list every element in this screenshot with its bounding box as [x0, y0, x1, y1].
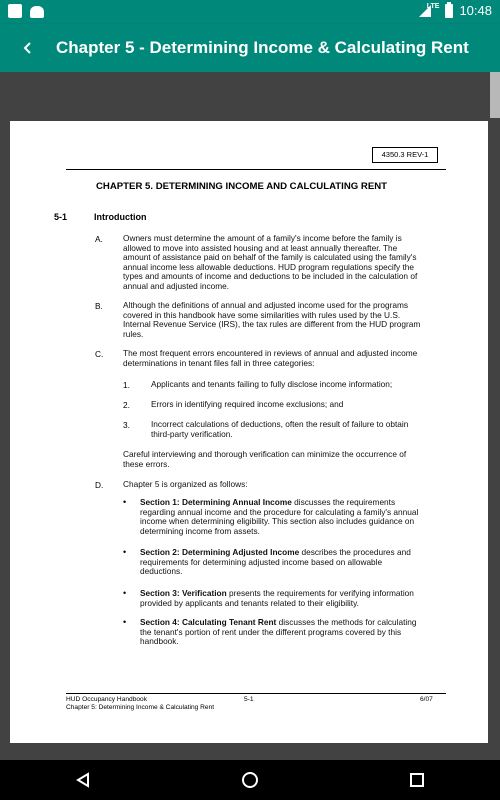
text-line: Internal Revenue Service (IRS), the tax rules are different from the HUD program [123, 319, 421, 330]
text-line: income when determining eligibility. This section also includes guidance on [140, 516, 415, 527]
notification-icon [8, 4, 22, 18]
square-recents-icon [409, 772, 425, 788]
bullet-heading: Section 2: Determining Adjusted Income [140, 547, 300, 557]
android-icon [30, 6, 44, 18]
text-line: discusses the requirements [291, 497, 396, 507]
text-line: these errors. [123, 458, 170, 469]
nav-back-button[interactable] [53, 760, 113, 800]
scrollbar-thumb[interactable] [490, 72, 500, 118]
back-button[interactable] [0, 24, 56, 72]
footer-left [66, 696, 214, 712]
header-rule [66, 169, 446, 170]
footer-rule [66, 693, 446, 694]
text-line: handbook. [140, 636, 179, 647]
text-line: third-party verification. [151, 428, 233, 439]
list-number: 3. [123, 420, 130, 430]
paragraph [123, 301, 420, 339]
circle-home-icon [241, 771, 259, 789]
battery-icon [445, 4, 453, 18]
text-line: requirements for determining adjusted income based on allowable [140, 556, 383, 567]
text-line: annual income less allowable deductions. HUD program regulations specify the [123, 261, 415, 272]
bullet-heading: Section 1: Determining Annual Income [140, 497, 292, 507]
text-line: determining income from assets. [140, 525, 260, 536]
navigation-bar [0, 760, 500, 800]
paragraph [123, 234, 417, 292]
paragraph [123, 349, 417, 368]
text-line: determinations in tenant files fall in three categories: [123, 357, 315, 368]
section-number: 5-1 [54, 212, 68, 222]
text-line: rules. [123, 328, 144, 339]
text-line: Errors in identifying required income exclusions; and [151, 399, 344, 409]
text-line: covered in this handbook have some similarities with rules used by the U.S. [123, 309, 401, 320]
para-letter: A. [95, 234, 103, 244]
chapter-title: CHAPTER 5. DETERMINING INCOME AND CALCULATING RENT [96, 181, 388, 192]
para-letter: B. [95, 301, 103, 311]
nav-home-button[interactable] [220, 760, 280, 800]
text-line: Although the definitions of annual and adjusted income used for the programs [123, 300, 409, 310]
nav-recents-button[interactable] [387, 760, 447, 800]
status-bar [0, 0, 500, 24]
footer-text: HUD Occupancy Handbook [66, 696, 147, 703]
text-line: Applicants and tenants failing to fully disclose income information; [151, 379, 393, 389]
document-page [10, 121, 488, 743]
bullet-icon: • [123, 588, 127, 598]
list-item [151, 420, 408, 439]
list-item [151, 400, 343, 410]
paragraph: Chapter 5 is organized as follows: [123, 479, 248, 489]
text-line: Incorrect calculations of deductions, often the result of failure to obtain [151, 419, 409, 429]
list-number: 1. [123, 380, 130, 390]
text-line: The most frequent errors encountered in reviews of annual and adjusted income [123, 348, 418, 358]
paragraph [123, 450, 406, 469]
bullet-heading: Section 4: Calculating Tenant Rent [140, 617, 277, 627]
page-number: 5-1 [244, 696, 254, 703]
text-line: amount of assistance paid on behalf of the family is calculated using the family's [123, 252, 417, 263]
bullet-heading: Section 3: Verification [140, 588, 227, 598]
bullet-icon: • [123, 497, 127, 507]
text-line: annual and adjusted income. [123, 280, 230, 291]
text-line: discusses the methods for calculating [276, 617, 417, 627]
text-line: types and amounts of income and deductions to be included in the calculation of [123, 271, 418, 282]
list-item [140, 618, 417, 647]
para-letter: C. [95, 349, 104, 359]
para-letter: D. [95, 480, 104, 490]
text-line: describes the procedures and [299, 547, 411, 557]
text-line: deductions. [140, 566, 183, 577]
text-line: the tenant's portion of rent under the different programs covered by this [140, 626, 402, 637]
clock: 10:48 [459, 3, 492, 18]
list-item [140, 548, 411, 577]
list-number: 2. [123, 400, 130, 410]
section-title: Introduction [94, 212, 147, 222]
page-title: Chapter 5 - Determining Income & Calculating Rent [56, 38, 469, 57]
text-line: allowed to move into assisted housing and at least annually thereafter. The [123, 242, 398, 253]
bullet-icon: • [123, 547, 127, 557]
document-viewer[interactable] [0, 72, 500, 760]
chevron-left-icon [21, 41, 35, 55]
list-item [151, 380, 392, 390]
list-item [140, 498, 418, 536]
footer-date: 6/07 [420, 696, 433, 703]
text-line: presents the requirements for verifying information [226, 588, 414, 598]
text-line: Owners must determine the amount of a family's income before the family is [123, 233, 402, 243]
triangle-back-icon [75, 772, 91, 788]
bullet-icon: • [123, 617, 127, 627]
text-line: Careful interviewing and thorough verification can minimize the occurrence of [123, 449, 407, 459]
list-item [140, 589, 414, 608]
text-line: provided by applicants and tenants related to their eligibility. [140, 597, 359, 608]
network-type: LTE [426, 3, 440, 10]
footer-text: Chapter 5: Determining Income & Calculating Rent [66, 704, 215, 711]
revision-box: 4350.3 REV-1 [372, 147, 438, 163]
text-line: regarding annual income and the procedure for calculating a family's annual [140, 506, 419, 517]
app-bar [0, 24, 500, 72]
